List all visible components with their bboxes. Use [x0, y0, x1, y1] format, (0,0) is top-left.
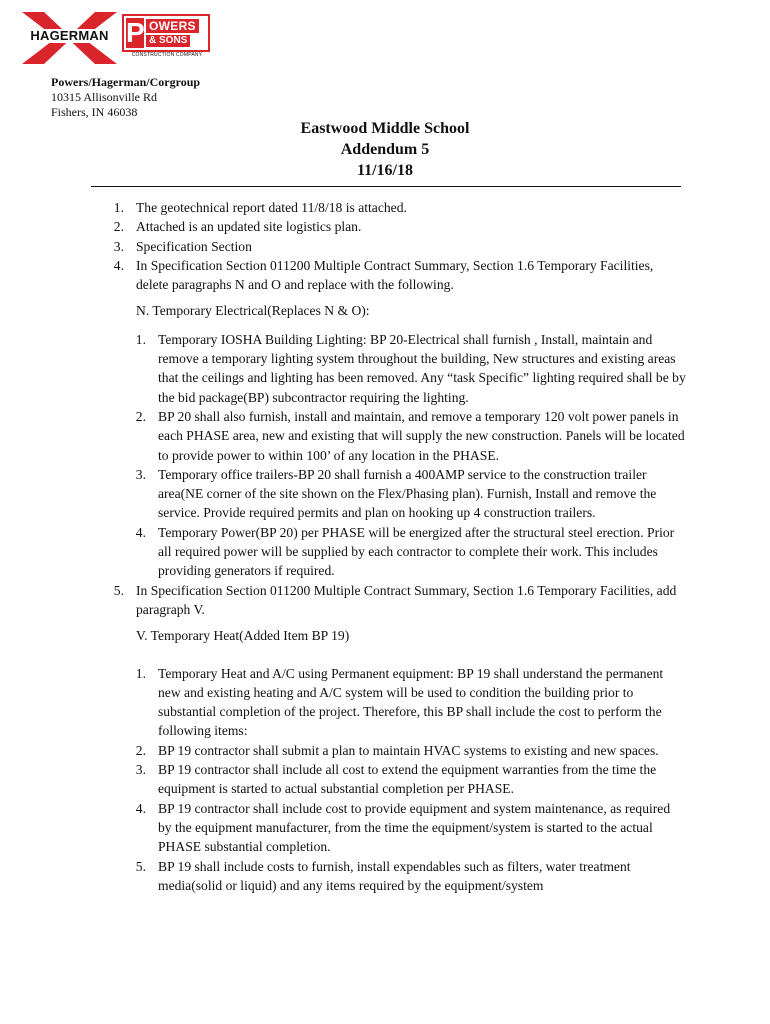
list-item-number: 2.	[135, 742, 146, 758]
list-item-number: 4.	[135, 800, 146, 816]
list-item-text: The geotechnical report dated 11/8/18 is attached.	[136, 200, 407, 215]
list-item-text: In Specification Section 011200 Multiple Contract Summary, Section 1.6 Temporary Facilities, delete paragraphs N and O and replace with the following.	[136, 257, 654, 293]
section-v-item	[0, 760, 770, 799]
list-item-text: Temporary Heat and A/C using Permanent equipment: BP 19 shall understand the permanent new and existing heating and A/C system will be used to condition the building prior to substantial completion of the project. Therefore, this BP shall include the cost to perform the following items:	[158, 665, 664, 739]
section-v-title: V. Temporary Heat(Added Item BP 19)	[136, 628, 350, 644]
list-item-number: 3.	[135, 762, 146, 778]
list-item-text: Specification Section	[136, 238, 252, 254]
addendum-body	[0, 198, 770, 895]
document-heading	[200, 118, 570, 181]
addendum-number: Addendum 5	[340, 141, 430, 158]
list-item-number: 1.	[135, 331, 146, 347]
list-item-text: In Specification Section 011200 Multiple Contract Summary, Section 1.6 Temporary Facilities, add paragraph V.	[136, 582, 677, 617]
powers-logo-sons: & SONS	[146, 35, 190, 47]
list-item-number: 2.	[135, 408, 146, 424]
list-item-text: Temporary IOSHA Building Lighting: BP 20-Electrical shall furnish , Install, maintain and remove a temporary lighting system throughout the building, New structures and existing areas that the ceilings and lighting has been removed. Any “task Specific” lighting required shall be by the bid package(BP) subcontractor requiring the lighting.	[158, 331, 686, 405]
addendum-date: 11/16/18	[356, 162, 413, 179]
powers-logo-owers: OWERS	[146, 19, 199, 33]
section-v-item	[0, 741, 770, 760]
list-item-text: BP 19 contractor shall submit a plan to maintain HVAC systems to existing and new spaces.	[158, 742, 659, 758]
list-item-number: 1.	[135, 665, 146, 681]
list-item-text: Attached is an updated site logistics plan.	[136, 219, 362, 235]
list-item-number: 3.	[135, 466, 146, 482]
list-item-text: BP 19 shall include costs to furnish, install expendables such as filters, water treatment media(solid or liquid) and any items required by the equipment/system	[158, 858, 631, 893]
heading-divider	[91, 186, 681, 187]
list-item-text: Temporary Power(BP 20) per PHASE will be energized after the structural steel erection. Prior all required power will be supplied by each contractor to complete their work. This includes providing generators if required.	[158, 524, 675, 579]
section-n-item	[0, 465, 770, 523]
list-item	[0, 217, 770, 236]
company-name: Powers/Hagerman/Corgroup	[51, 75, 201, 89]
powers-logo-p: P	[126, 17, 145, 48]
list-item-number: 4.	[113, 257, 124, 273]
list-item-number: 1.	[113, 200, 124, 215]
list-item-number: 4.	[135, 524, 146, 540]
hagerman-wordmark: HAGERMAN	[22, 29, 117, 43]
list-item-text: BP 19 contractor shall include cost to provide equipment and system maintenance, as required by the equipment manufacturer, from the time the equipment/system is started to the actual PHASE substantial completion.	[158, 800, 671, 855]
logos	[22, 12, 212, 64]
list-item-text: BP 19 contractor shall include all cost to extend the equipment warranties from the time the equipment is started to actual substantial completion per PHASE.	[158, 762, 657, 797]
section-n-item	[0, 523, 770, 581]
section-n-item	[0, 407, 770, 465]
list-item-number: 3.	[113, 238, 124, 254]
section-n-title: N. Temporary Electrical(Replaces N & O):	[136, 303, 370, 319]
company-address	[51, 75, 200, 120]
list-item	[0, 256, 770, 295]
list-item-number: 5.	[135, 858, 146, 874]
hagerman-logo	[22, 12, 117, 64]
address-city: Fishers, IN 46038	[51, 105, 138, 119]
list-item	[0, 237, 770, 256]
section-n-item	[0, 330, 770, 407]
section-v-item	[0, 799, 770, 857]
powers-sons-logo	[122, 14, 210, 60]
section-v-item	[0, 664, 770, 741]
powers-logo-frame	[122, 14, 210, 52]
list-item	[0, 198, 770, 217]
section-v-item	[0, 857, 770, 896]
address-street: 10315 Allisonville Rd	[51, 90, 158, 104]
list-item-number: 5.	[113, 582, 124, 598]
list-item	[0, 581, 770, 620]
powers-logo-tagline: CONSTRUCTION COMPANY	[131, 52, 203, 58]
project-title: Eastwood Middle School	[300, 120, 470, 137]
list-item-text: BP 20 shall also furnish, install and maintain, and remove a temporary 120 volt power panels in each PHASE area, new and existing that will supply the new construction. Panels will be located to provide power to within 100’ of any location in the PHASE.	[158, 408, 685, 463]
list-item-number: 2.	[113, 219, 124, 235]
list-item-text: Temporary office trailers-BP 20 shall furnish a 400AMP service to the construction trailer area(NE corner of the site shown on the Flex/Phasing plan). Furnish, Install and remove the service. Provide required permits and plan on hooking up 4 construction trailers.	[158, 466, 657, 521]
